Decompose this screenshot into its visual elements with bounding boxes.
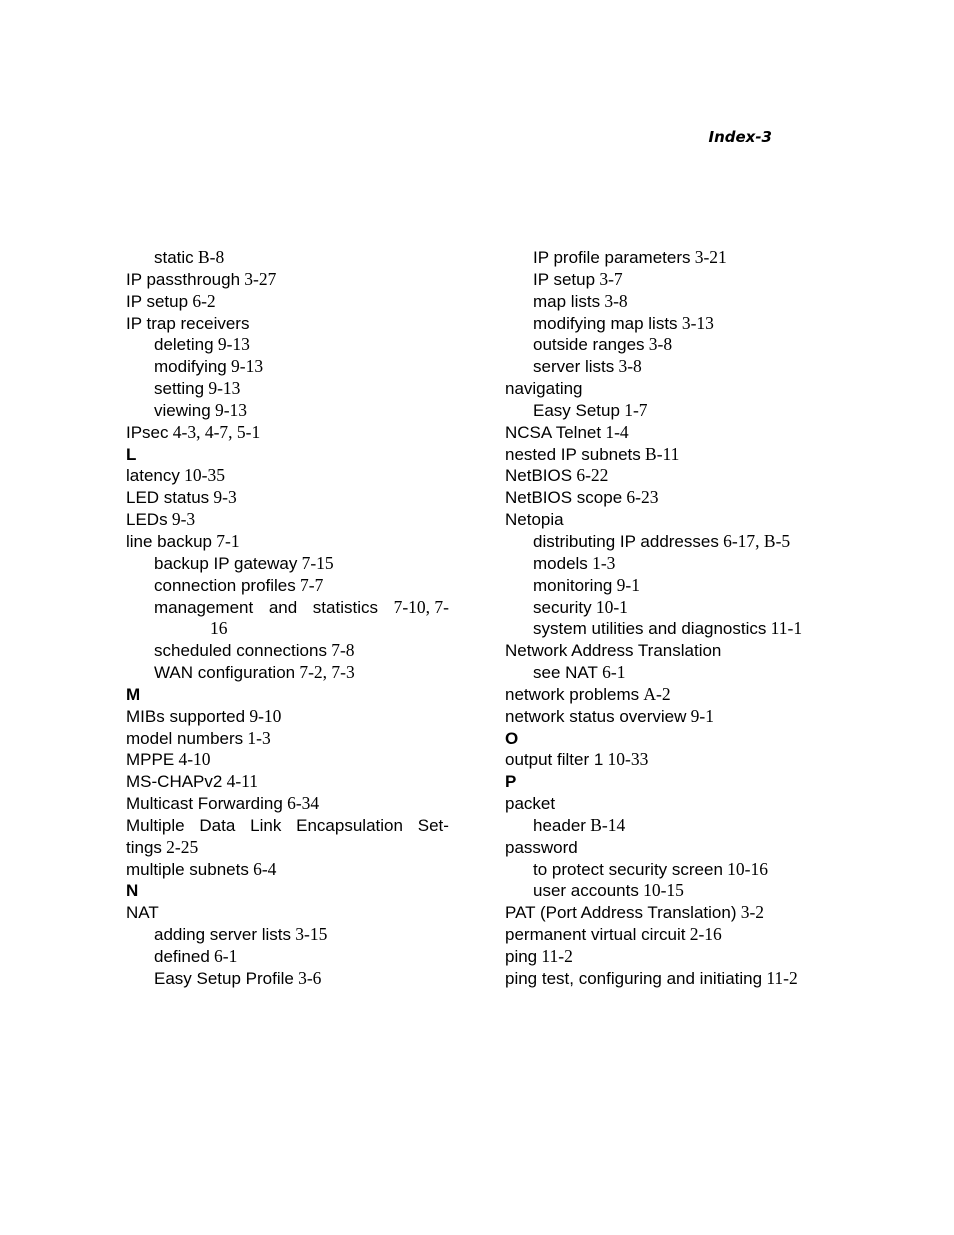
index-entry: NCSA Telnet 1-4 bbox=[505, 421, 629, 442]
index-subentry-justified: management and statistics 7-10, 7- bbox=[154, 596, 449, 617]
index-column-left bbox=[126, 247, 456, 990]
index-entry-continuation: tings 2-25 bbox=[126, 836, 199, 857]
index-subentry: map lists 3-8 bbox=[533, 290, 628, 311]
index-subentry: Easy Setup 1-7 bbox=[533, 399, 648, 420]
index-entry: password bbox=[505, 837, 578, 857]
index-entry: NAT bbox=[126, 903, 159, 923]
index-entry: multiple subnets 6-4 bbox=[126, 858, 277, 879]
index-subentry: defined 6-1 bbox=[154, 946, 238, 966]
index-entry: LED status 9-3 bbox=[126, 487, 237, 508]
index-entry: LEDs 9-3 bbox=[126, 509, 196, 530]
index-entry: IP setup 6-2 bbox=[126, 290, 216, 311]
index-subentry: models 1-3 bbox=[533, 552, 616, 573]
index-entry: nested IP subnets B-11 bbox=[505, 443, 680, 464]
index-entry: IP trap receivers bbox=[126, 313, 250, 333]
index-subentry: user accounts 10-15 bbox=[533, 880, 684, 901]
index-entry: ping test, configuring and initiating 11-2 bbox=[505, 967, 798, 988]
index-subentry: outside ranges 3-8 bbox=[533, 334, 673, 355]
index-entry: navigating bbox=[505, 379, 583, 399]
index-column-right bbox=[505, 247, 845, 990]
index-entry: NetBIOS scope 6-23 bbox=[505, 487, 659, 508]
index-subentry: modifying map lists 3-13 bbox=[533, 312, 714, 333]
index-entry: MIBs supported 9-10 bbox=[126, 705, 282, 726]
index-subentry: security 10-1 bbox=[533, 596, 628, 617]
page-label: Index-3 bbox=[708, 128, 772, 146]
index-subentry: scheduled connections 7-8 bbox=[154, 640, 355, 661]
index-subentry: setting 9-13 bbox=[154, 378, 241, 399]
index-entry: output filter 1 10-33 bbox=[505, 749, 649, 770]
index-subentry: Easy Setup Profile 3-6 bbox=[154, 967, 322, 988]
index-continuation: 16 bbox=[210, 618, 228, 639]
index-subentry: viewing 9-13 bbox=[154, 399, 248, 420]
index-entry: MPPE 4-10 bbox=[126, 749, 211, 770]
index-subentry: IP setup 3-7 bbox=[533, 268, 623, 289]
index-subentry: modifying 9-13 bbox=[154, 356, 264, 377]
index-subentry: server lists 3-8 bbox=[533, 356, 642, 377]
index-entry: IPsec 4-3, 4-7, 5-1 bbox=[126, 421, 261, 442]
section-letter: P bbox=[505, 772, 517, 792]
index-entry: Network Address Translation bbox=[505, 641, 722, 661]
index-subentry: distributing IP addresses 6-17, B-5 bbox=[533, 530, 791, 551]
index-entry: IP passthrough 3-27 bbox=[126, 268, 277, 289]
index-subentry: WAN configuration 7-2, 7-3 bbox=[154, 662, 355, 683]
index-entry: MS-CHAPv2 4-11 bbox=[126, 771, 259, 792]
index-entry: PAT (Port Address Translation) 3-2 bbox=[505, 902, 765, 923]
index-entry: line backup 7-1 bbox=[126, 530, 240, 551]
index-entry: ping 11-2 bbox=[505, 946, 573, 966]
index-entry: NetBIOS 6-22 bbox=[505, 465, 609, 486]
index-entry: latency 10-35 bbox=[126, 465, 225, 486]
index-subentry: static B-8 bbox=[154, 247, 225, 267]
index-subentry: header B-14 bbox=[533, 814, 626, 835]
index-subentry: adding server lists 3-15 bbox=[154, 924, 328, 945]
index-subentry: see NAT 6-1 bbox=[533, 662, 626, 683]
index-entry: permanent virtual circuit 2-16 bbox=[505, 924, 722, 945]
index-entry: Multicast Forwarding 6-34 bbox=[126, 793, 320, 814]
index-subentry: deleting 9-13 bbox=[154, 334, 250, 355]
index-entry: packet bbox=[505, 794, 556, 814]
index-subentry: backup IP gateway 7-15 bbox=[154, 552, 334, 573]
index-subentry: system utilities and diagnostics 11-1 bbox=[533, 618, 803, 639]
section-letter: N bbox=[126, 881, 139, 901]
index-entry: Netopia bbox=[505, 510, 564, 530]
index-entry: network problems A-2 bbox=[505, 683, 671, 704]
index-subentry: to protect security screen 10-16 bbox=[533, 858, 768, 879]
index-subentry: IP profile parameters 3-21 bbox=[533, 247, 727, 267]
index-subentry: monitoring 9-1 bbox=[533, 574, 640, 595]
index-entry-justified: Multiple Data Link Encapsulation Set- bbox=[126, 815, 449, 835]
section-letter: L bbox=[126, 444, 137, 464]
section-letter: M bbox=[126, 684, 141, 704]
index-entry: network status overview 9-1 bbox=[505, 705, 714, 726]
index-subentry: connection profiles 7-7 bbox=[154, 574, 324, 595]
section-letter: O bbox=[505, 728, 519, 748]
index-entry: model numbers 1-3 bbox=[126, 727, 271, 748]
